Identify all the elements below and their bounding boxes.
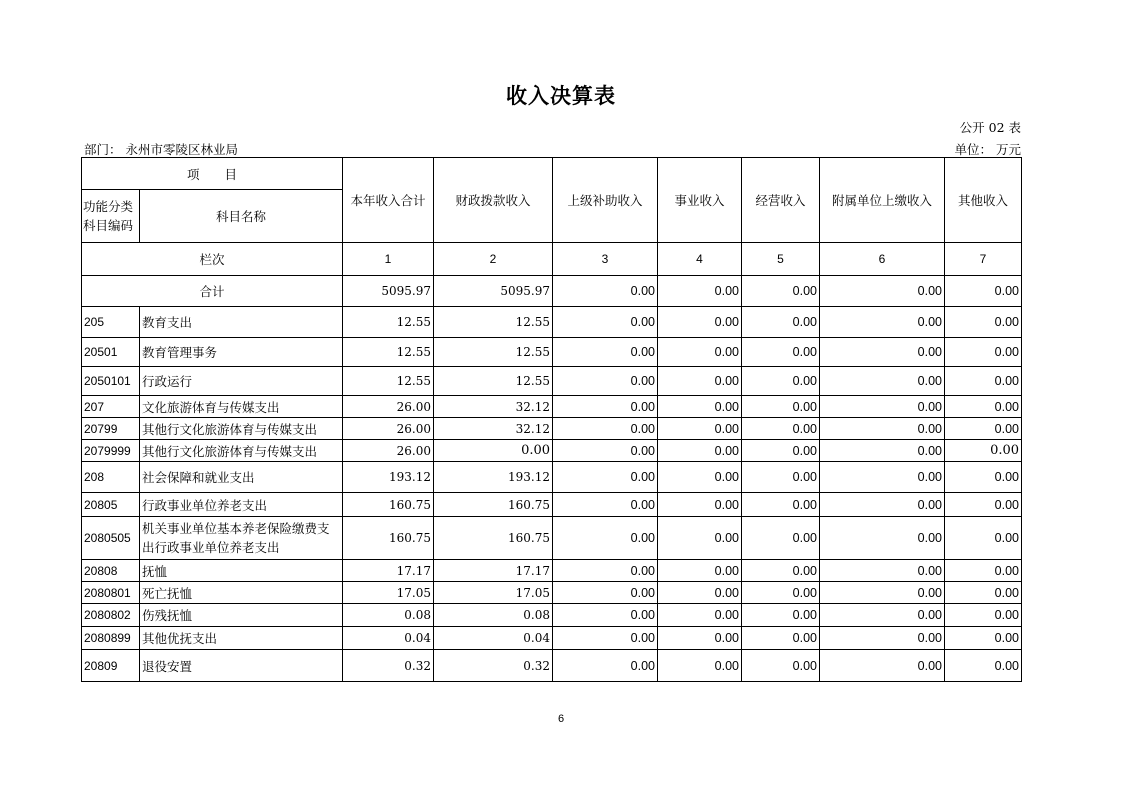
amount-cell: 160.75 bbox=[434, 493, 553, 517]
subject-name: 抚恤 bbox=[140, 560, 343, 582]
amount-cell: 0.00 bbox=[820, 627, 945, 650]
amount-cell: 12.55 bbox=[434, 338, 553, 367]
amount-cell: 0.00 bbox=[742, 307, 820, 338]
amount-cell: 0.00 bbox=[945, 560, 1022, 582]
amount-cell: 193.12 bbox=[434, 462, 553, 493]
amount-cell: 0.00 bbox=[553, 367, 658, 396]
amount-cell: 0.00 bbox=[820, 604, 945, 627]
amount-cell: 0.00 bbox=[658, 418, 742, 440]
subject-code: 2080505 bbox=[82, 517, 140, 560]
table-row bbox=[82, 493, 1022, 517]
table-row bbox=[82, 367, 1022, 396]
subject-code: 2079999 bbox=[82, 440, 140, 462]
amount-cell: 0.00 bbox=[945, 604, 1022, 627]
amount-cell: 0.00 bbox=[820, 307, 945, 338]
amount-cell: 0.00 bbox=[742, 650, 820, 682]
amount-cell: 12.55 bbox=[343, 367, 434, 396]
subject-name: 文化旅游体育与传媒支出 bbox=[140, 396, 343, 418]
amount-cell: 17.05 bbox=[434, 582, 553, 604]
total-value: 0.00 bbox=[553, 276, 658, 307]
subject-name: 退役安置 bbox=[140, 650, 343, 682]
amount-cell: 0.04 bbox=[343, 627, 434, 650]
amount-cell: 160.75 bbox=[343, 493, 434, 517]
subject-code: 2080802 bbox=[82, 604, 140, 627]
subject-name: 其他优抚支出 bbox=[140, 627, 343, 650]
table-header bbox=[82, 158, 1022, 307]
amount-cell: 0.00 bbox=[945, 396, 1022, 418]
total-label: 合计 bbox=[82, 276, 343, 307]
unit-label: 单位： 万元 bbox=[954, 142, 1021, 157]
amount-cell: 0.00 bbox=[820, 418, 945, 440]
table-row bbox=[82, 650, 1022, 682]
page-title: 收入决算表 bbox=[506, 83, 616, 108]
amount-cell: 0.00 bbox=[553, 462, 658, 493]
amount-cell: 160.75 bbox=[343, 517, 434, 560]
form-code: 公开 02 表 bbox=[959, 120, 1021, 135]
col-number: 6 bbox=[820, 243, 945, 276]
row-label-cell: 栏次 bbox=[82, 243, 343, 276]
amount-cell: 0.00 bbox=[945, 493, 1022, 517]
amount-cell: 26.00 bbox=[343, 440, 434, 462]
amount-cell: 0.00 bbox=[742, 560, 820, 582]
amount-cell: 32.12 bbox=[434, 396, 553, 418]
amount-cell: 0.00 bbox=[553, 560, 658, 582]
subject-code: 2080899 bbox=[82, 627, 140, 650]
amount-cell: 0.00 bbox=[820, 517, 945, 560]
amount-cell: 0.00 bbox=[553, 627, 658, 650]
total-value: 0.00 bbox=[658, 276, 742, 307]
amount-cell: 0.00 bbox=[742, 367, 820, 396]
subject-name: 其他行文化旅游体育与传媒支出 bbox=[140, 418, 343, 440]
table-row bbox=[82, 418, 1022, 440]
amount-cell: 26.00 bbox=[343, 396, 434, 418]
amount-cell: 17.05 bbox=[343, 582, 434, 604]
page-number: 6 bbox=[557, 713, 565, 725]
amount-cell: 0.00 bbox=[553, 650, 658, 682]
subject-code: 208 bbox=[82, 462, 140, 493]
amount-cell: 0.32 bbox=[343, 650, 434, 682]
amount-cell: 0.00 bbox=[658, 307, 742, 338]
subject-name: 其他行文化旅游体育与传媒支出 bbox=[140, 440, 343, 462]
col-number: 1 bbox=[343, 243, 434, 276]
amount-cell: 0.00 bbox=[742, 517, 820, 560]
amount-cell: 0.00 bbox=[742, 462, 820, 493]
amount-cell: 0.00 bbox=[742, 627, 820, 650]
amount-cell: 12.55 bbox=[343, 307, 434, 338]
amount-cell: 0.00 bbox=[553, 396, 658, 418]
amount-cell: 0.00 bbox=[742, 582, 820, 604]
header-func-code: 功能分类 科目编码 bbox=[82, 190, 140, 243]
subject-code: 20799 bbox=[82, 418, 140, 440]
amount-cell: 0.00 bbox=[658, 650, 742, 682]
subject-code: 20805 bbox=[82, 493, 140, 517]
amount-cell: 0.00 bbox=[945, 650, 1022, 682]
subject-code: 2050101 bbox=[82, 367, 140, 396]
amount-cell: 0.00 bbox=[820, 462, 945, 493]
col-number: 4 bbox=[658, 243, 742, 276]
col-number: 3 bbox=[553, 243, 658, 276]
income-table bbox=[81, 157, 1022, 682]
col-number: 2 bbox=[434, 243, 553, 276]
amount-cell: 0.00 bbox=[434, 440, 553, 462]
total-value: 5095.97 bbox=[343, 276, 434, 307]
subject-name: 行政运行 bbox=[140, 367, 343, 396]
amount-cell: 0.00 bbox=[945, 517, 1022, 560]
amount-cell: 32.12 bbox=[434, 418, 553, 440]
col-number: 7 bbox=[945, 243, 1022, 276]
amount-cell: 0.04 bbox=[434, 627, 553, 650]
amount-cell: 0.00 bbox=[553, 418, 658, 440]
header-subject-name: 科目名称 bbox=[140, 190, 343, 243]
amount-cell: 0.00 bbox=[820, 440, 945, 462]
amount-cell: 0.00 bbox=[742, 493, 820, 517]
header-col-7: 其他收入 bbox=[945, 158, 1022, 243]
amount-cell: 12.55 bbox=[434, 367, 553, 396]
table-row bbox=[82, 604, 1022, 627]
table-row bbox=[82, 462, 1022, 493]
subject-code: 20501 bbox=[82, 338, 140, 367]
header-col-1: 本年收入合计 bbox=[343, 158, 434, 243]
subject-name: 社会保障和就业支出 bbox=[140, 462, 343, 493]
table-row bbox=[82, 560, 1022, 582]
amount-cell: 0.00 bbox=[742, 338, 820, 367]
table-row bbox=[82, 307, 1022, 338]
amount-cell: 12.55 bbox=[434, 307, 553, 338]
amount-cell: 0.00 bbox=[820, 396, 945, 418]
table-row bbox=[82, 582, 1022, 604]
amount-cell: 0.00 bbox=[820, 650, 945, 682]
header-col-3: 上级补助收入 bbox=[553, 158, 658, 243]
subject-code: 20808 bbox=[82, 560, 140, 582]
amount-cell: 0.00 bbox=[945, 367, 1022, 396]
table-row bbox=[82, 627, 1022, 650]
total-row bbox=[82, 276, 1022, 307]
header-col-2: 财政拨款收入 bbox=[434, 158, 553, 243]
amount-cell: 0.00 bbox=[658, 338, 742, 367]
amount-cell: 0.00 bbox=[553, 493, 658, 517]
table-body bbox=[82, 307, 1022, 682]
subject-name: 死亡抚恤 bbox=[140, 582, 343, 604]
amount-cell: 0.00 bbox=[658, 440, 742, 462]
amount-cell: 0.32 bbox=[434, 650, 553, 682]
amount-cell: 0.00 bbox=[658, 396, 742, 418]
amount-cell: 0.00 bbox=[658, 517, 742, 560]
amount-cell: 0.00 bbox=[553, 604, 658, 627]
total-value: 0.00 bbox=[945, 276, 1022, 307]
subject-name: 伤残抚恤 bbox=[140, 604, 343, 627]
amount-cell: 0.00 bbox=[742, 440, 820, 462]
col-number: 5 bbox=[742, 243, 820, 276]
amount-cell: 12.55 bbox=[343, 338, 434, 367]
amount-cell: 193.12 bbox=[343, 462, 434, 493]
amount-cell: 0.00 bbox=[658, 582, 742, 604]
amount-cell: 0.00 bbox=[820, 582, 945, 604]
amount-cell: 26.00 bbox=[343, 418, 434, 440]
header-col-5: 经营收入 bbox=[742, 158, 820, 243]
amount-cell: 0.00 bbox=[945, 307, 1022, 338]
amount-cell: 17.17 bbox=[434, 560, 553, 582]
amount-cell: 0.00 bbox=[658, 367, 742, 396]
total-value: 5095.97 bbox=[434, 276, 553, 307]
header-project: 项 目 bbox=[82, 158, 343, 190]
subject-code: 2080801 bbox=[82, 582, 140, 604]
subject-code: 205 bbox=[82, 307, 140, 338]
amount-cell: 0.00 bbox=[658, 493, 742, 517]
subject-name: 行政事业单位养老支出 bbox=[140, 493, 343, 517]
table-row bbox=[82, 517, 1022, 560]
amount-cell: 17.17 bbox=[343, 560, 434, 582]
amount-cell: 0.00 bbox=[553, 440, 658, 462]
amount-cell: 0.00 bbox=[742, 604, 820, 627]
amount-cell: 0.00 bbox=[658, 604, 742, 627]
header-col-4: 事业收入 bbox=[658, 158, 742, 243]
amount-cell: 160.75 bbox=[434, 517, 553, 560]
table-row bbox=[82, 338, 1022, 367]
header-col-6: 附属单位上缴收入 bbox=[820, 158, 945, 243]
amount-cell: 0.00 bbox=[820, 367, 945, 396]
amount-cell: 0.00 bbox=[658, 560, 742, 582]
amount-cell: 0.00 bbox=[820, 338, 945, 367]
amount-cell: 0.00 bbox=[945, 440, 1022, 462]
amount-cell: 0.00 bbox=[945, 462, 1022, 493]
table-row bbox=[82, 440, 1022, 462]
amount-cell: 0.00 bbox=[945, 627, 1022, 650]
total-value: 0.00 bbox=[742, 276, 820, 307]
amount-cell: 0.00 bbox=[658, 462, 742, 493]
amount-cell: 0.00 bbox=[553, 338, 658, 367]
subject-name: 教育支出 bbox=[140, 307, 343, 338]
subject-name: 教育管理事务 bbox=[140, 338, 343, 367]
amount-cell: 0.00 bbox=[742, 418, 820, 440]
amount-cell: 0.00 bbox=[658, 627, 742, 650]
table-row bbox=[82, 396, 1022, 418]
amount-cell: 0.00 bbox=[553, 582, 658, 604]
amount-cell: 0.00 bbox=[945, 418, 1022, 440]
subject-code: 207 bbox=[82, 396, 140, 418]
subject-code: 20809 bbox=[82, 650, 140, 682]
amount-cell: 0.00 bbox=[945, 582, 1022, 604]
amount-cell: 0.00 bbox=[742, 396, 820, 418]
amount-cell: 0.00 bbox=[945, 338, 1022, 367]
subject-name: 机关事业单位基本养老保险缴费支出行政事业单位养老支出 bbox=[140, 517, 343, 560]
amount-cell: 0.08 bbox=[343, 604, 434, 627]
amount-cell: 0.08 bbox=[434, 604, 553, 627]
total-value: 0.00 bbox=[820, 276, 945, 307]
department-label: 部门： 永州市零陵区林业局 bbox=[84, 142, 238, 157]
amount-cell: 0.00 bbox=[553, 517, 658, 560]
amount-cell: 0.00 bbox=[553, 307, 658, 338]
amount-cell: 0.00 bbox=[820, 560, 945, 582]
amount-cell: 0.00 bbox=[820, 493, 945, 517]
